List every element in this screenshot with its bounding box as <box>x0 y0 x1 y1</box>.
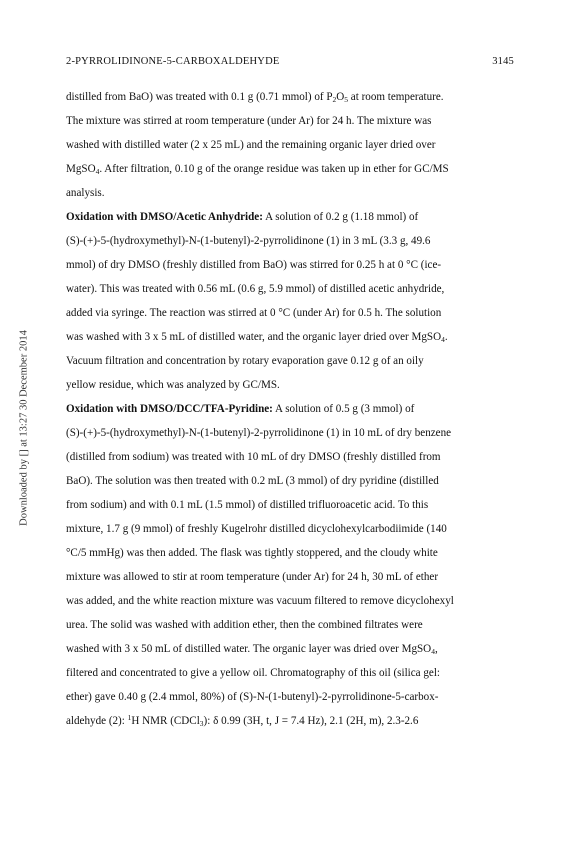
text-line: mmol) of dry DMSO (freshly distilled from BaO) was stirred for 0.25 h at 0 °C (ice- <box>66 259 442 271</box>
text-line: mixture, 1.7 g (9 mmol) of freshly Kugelrohr distilled dicyclohexylcarbodiimide (140 <box>66 523 447 535</box>
text-line: washed with distilled water (2 x 25 mL) and the remaining organic layer dried over <box>66 139 436 151</box>
text-line: (S)-(+)-5-(hydroxymethyl)-N-(1-butenyl)-2-pyrrolidinone (1) in 3 mL (3.3 g, 49.6 <box>66 235 431 247</box>
text-line: yellow residue, which was analyzed by GC/MS. <box>66 379 280 391</box>
text-line: from sodium) and with 0.1 mL (1.5 mmol) of distilled trifluoroacetic acid. To this <box>66 499 429 511</box>
text-line: BaO). The solution was then treated with 0.2 mL (3 mmol) of dry pyridine (distilled <box>66 475 439 487</box>
text-line: Oxidation with DMSO/DCC/TFA-Pyridine: A solution of 0.5 g (3 mmol) of <box>66 403 415 415</box>
text-line: added via syringe. The reaction was stirred at 0 °C (under Ar) for 0.5 h. The solution <box>66 307 442 319</box>
text-line: was added, and the white reaction mixture was vacuum filtered to remove dicyclohexyl <box>66 595 454 607</box>
article-body <box>66 85 522 733</box>
section-heading: Oxidation with DMSO/Acetic Anhydride: <box>66 211 263 223</box>
text-line: (S)-(+)-5-(hydroxymethyl)-N-(1-butenyl)-2-pyrrolidinone (1) in 10 mL of dry benzene <box>66 427 452 439</box>
text-line: mixture was allowed to stir at room temperature (under Ar) for 24 h, 30 mL of ether <box>66 571 439 583</box>
text-line: water). This was treated with 0.56 mL (0.6 g, 5.9 mmol) of distilled acetic anhydride, <box>66 283 445 295</box>
text-line: urea. The solid was washed with addition ether, then the combined filtrates were <box>66 619 423 631</box>
text-line: The mixture was stirred at room temperature (under Ar) for 24 h. The mixture was <box>66 115 432 127</box>
download-watermark: Downloaded by [] at 13:27 30 December 2014 <box>18 330 30 526</box>
text-line: analysis. <box>66 187 105 199</box>
text-line: was washed with 3 x 5 mL of distilled water, and the organic layer dried over MgSO$_4$. <box>66 331 448 344</box>
text-line: distilled from BaO) was treated with 0.1 g (0.71 mmol) of $P_2O_5$ at room temperature. <box>66 91 444 104</box>
text-line: (distilled from sodium) was treated with 10 mL of dry DMSO (freshly distilled from <box>66 451 441 463</box>
text-line: °C/5 mmHg) was then added. The flask was tightly stoppered, and the cloudy white <box>66 547 438 559</box>
text-line: Vacuum filtration and concentration by rotary evaporation gave 0.12 g of an oily <box>66 355 424 367</box>
text-line: ether) gave 0.40 g (2.4 mmol, 80%) of (S)-N-(1-butenyl)-2-pyrrolidinone-5-carbox- <box>66 691 439 703</box>
text-line: washed with 3 x 50 mL of distilled water. The organic layer was dried over MgSO$_4$, <box>66 643 438 656</box>
text-line: Oxidation with DMSO/Acetic Anhydride: A solution of 0.2 g (1.18 mmol) of <box>66 211 419 223</box>
running-title: 2-PYRROLIDINONE-5-CARBOXALDEHYDE <box>66 56 280 67</box>
text-line: MgSO$_4$. After filtration, 0.10 g of the orange residue was taken up in ether for GC/MS <box>66 163 449 176</box>
section-heading: Oxidation with DMSO/DCC/TFA-Pyridine: <box>66 403 273 415</box>
page-number: 3145 <box>492 56 514 67</box>
text-line: aldehyde (2): $^1$H NMR (CDCl$_3$): δ 0.99 (3H, t, J = 7.4 Hz), 2.1 (2H, m), 2.3-2.6 <box>66 713 419 728</box>
text-line: filtered and concentrated to give a yellow oil. Chromatography of this oil (silica gel: <box>66 667 440 679</box>
